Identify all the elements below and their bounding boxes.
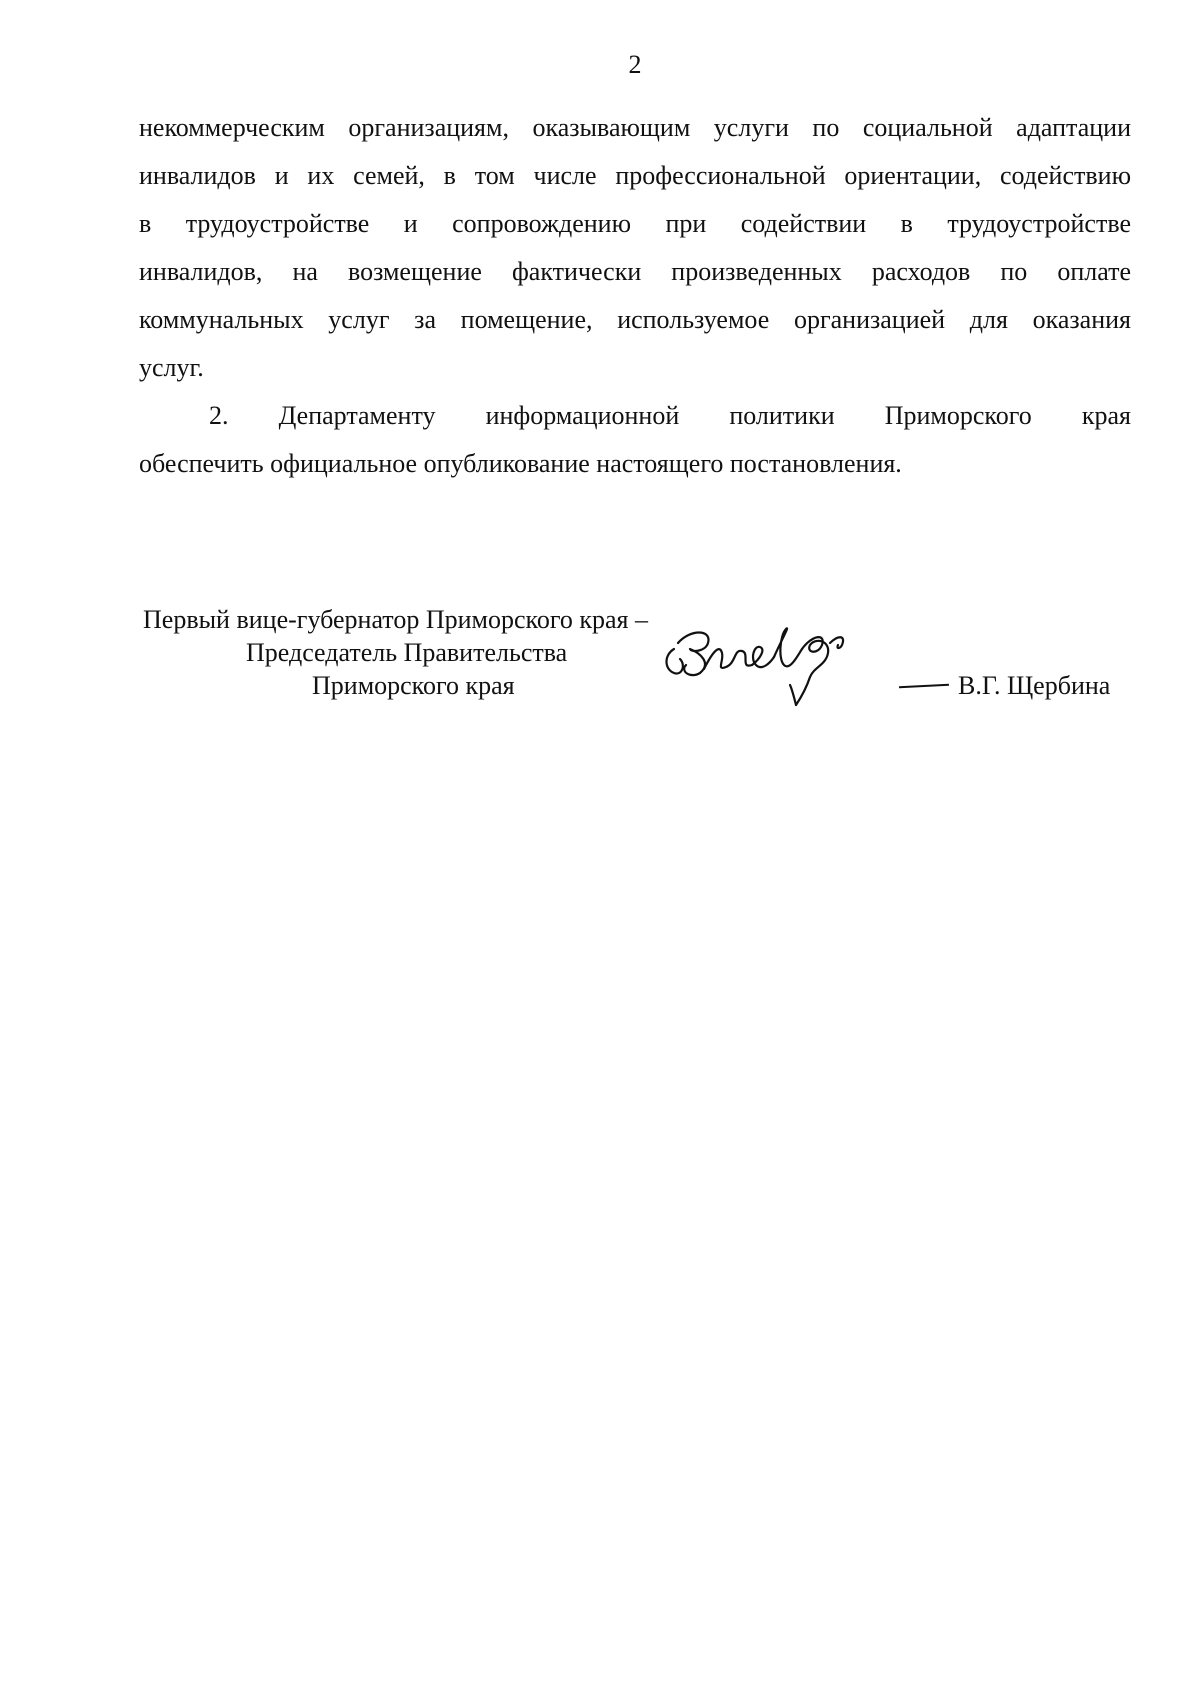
paragraph-1-line: коммунальных услуг за помещение, используемое организацией для оказания [139, 305, 1131, 334]
signatory-title-line-3: Приморского края [312, 671, 515, 700]
signature-dash [899, 684, 949, 689]
paragraph-1-line: инвалидов, на возмещение фактически произведенных расходов по оплате [139, 257, 1131, 286]
page-number: 2 [628, 50, 642, 79]
document-body [139, 104, 1131, 488]
paragraph-1-line: инвалидов и их семей, в том числе профессиональной ориентации, содействию [139, 161, 1131, 190]
paragraph-1 [139, 104, 1131, 392]
paragraph-1-line: услуг. [139, 353, 204, 382]
signatory-title-line-2: Председатель Правительства [246, 638, 568, 667]
signatory-name: В.Г. Щербина [958, 671, 1111, 700]
paragraph-2-line: 2. Департаменту информационной политики Приморского края [209, 401, 1131, 430]
paragraph-2-line: обеспечить официальное опубликование настоящего постановления. [139, 449, 902, 478]
signatory-title-line-1: Первый вице-губернатор Приморского края – [143, 605, 648, 634]
signature-block [140, 605, 1132, 735]
paragraph-2 [139, 392, 1131, 488]
handwritten-signature-icon [660, 619, 870, 709]
paragraph-1-line: в трудоустройстве и сопровождению при содействии в трудоустройстве [139, 209, 1131, 238]
paragraph-1-line: некоммерческим организациям, оказывающим услуги по социальной адаптации [139, 113, 1131, 142]
